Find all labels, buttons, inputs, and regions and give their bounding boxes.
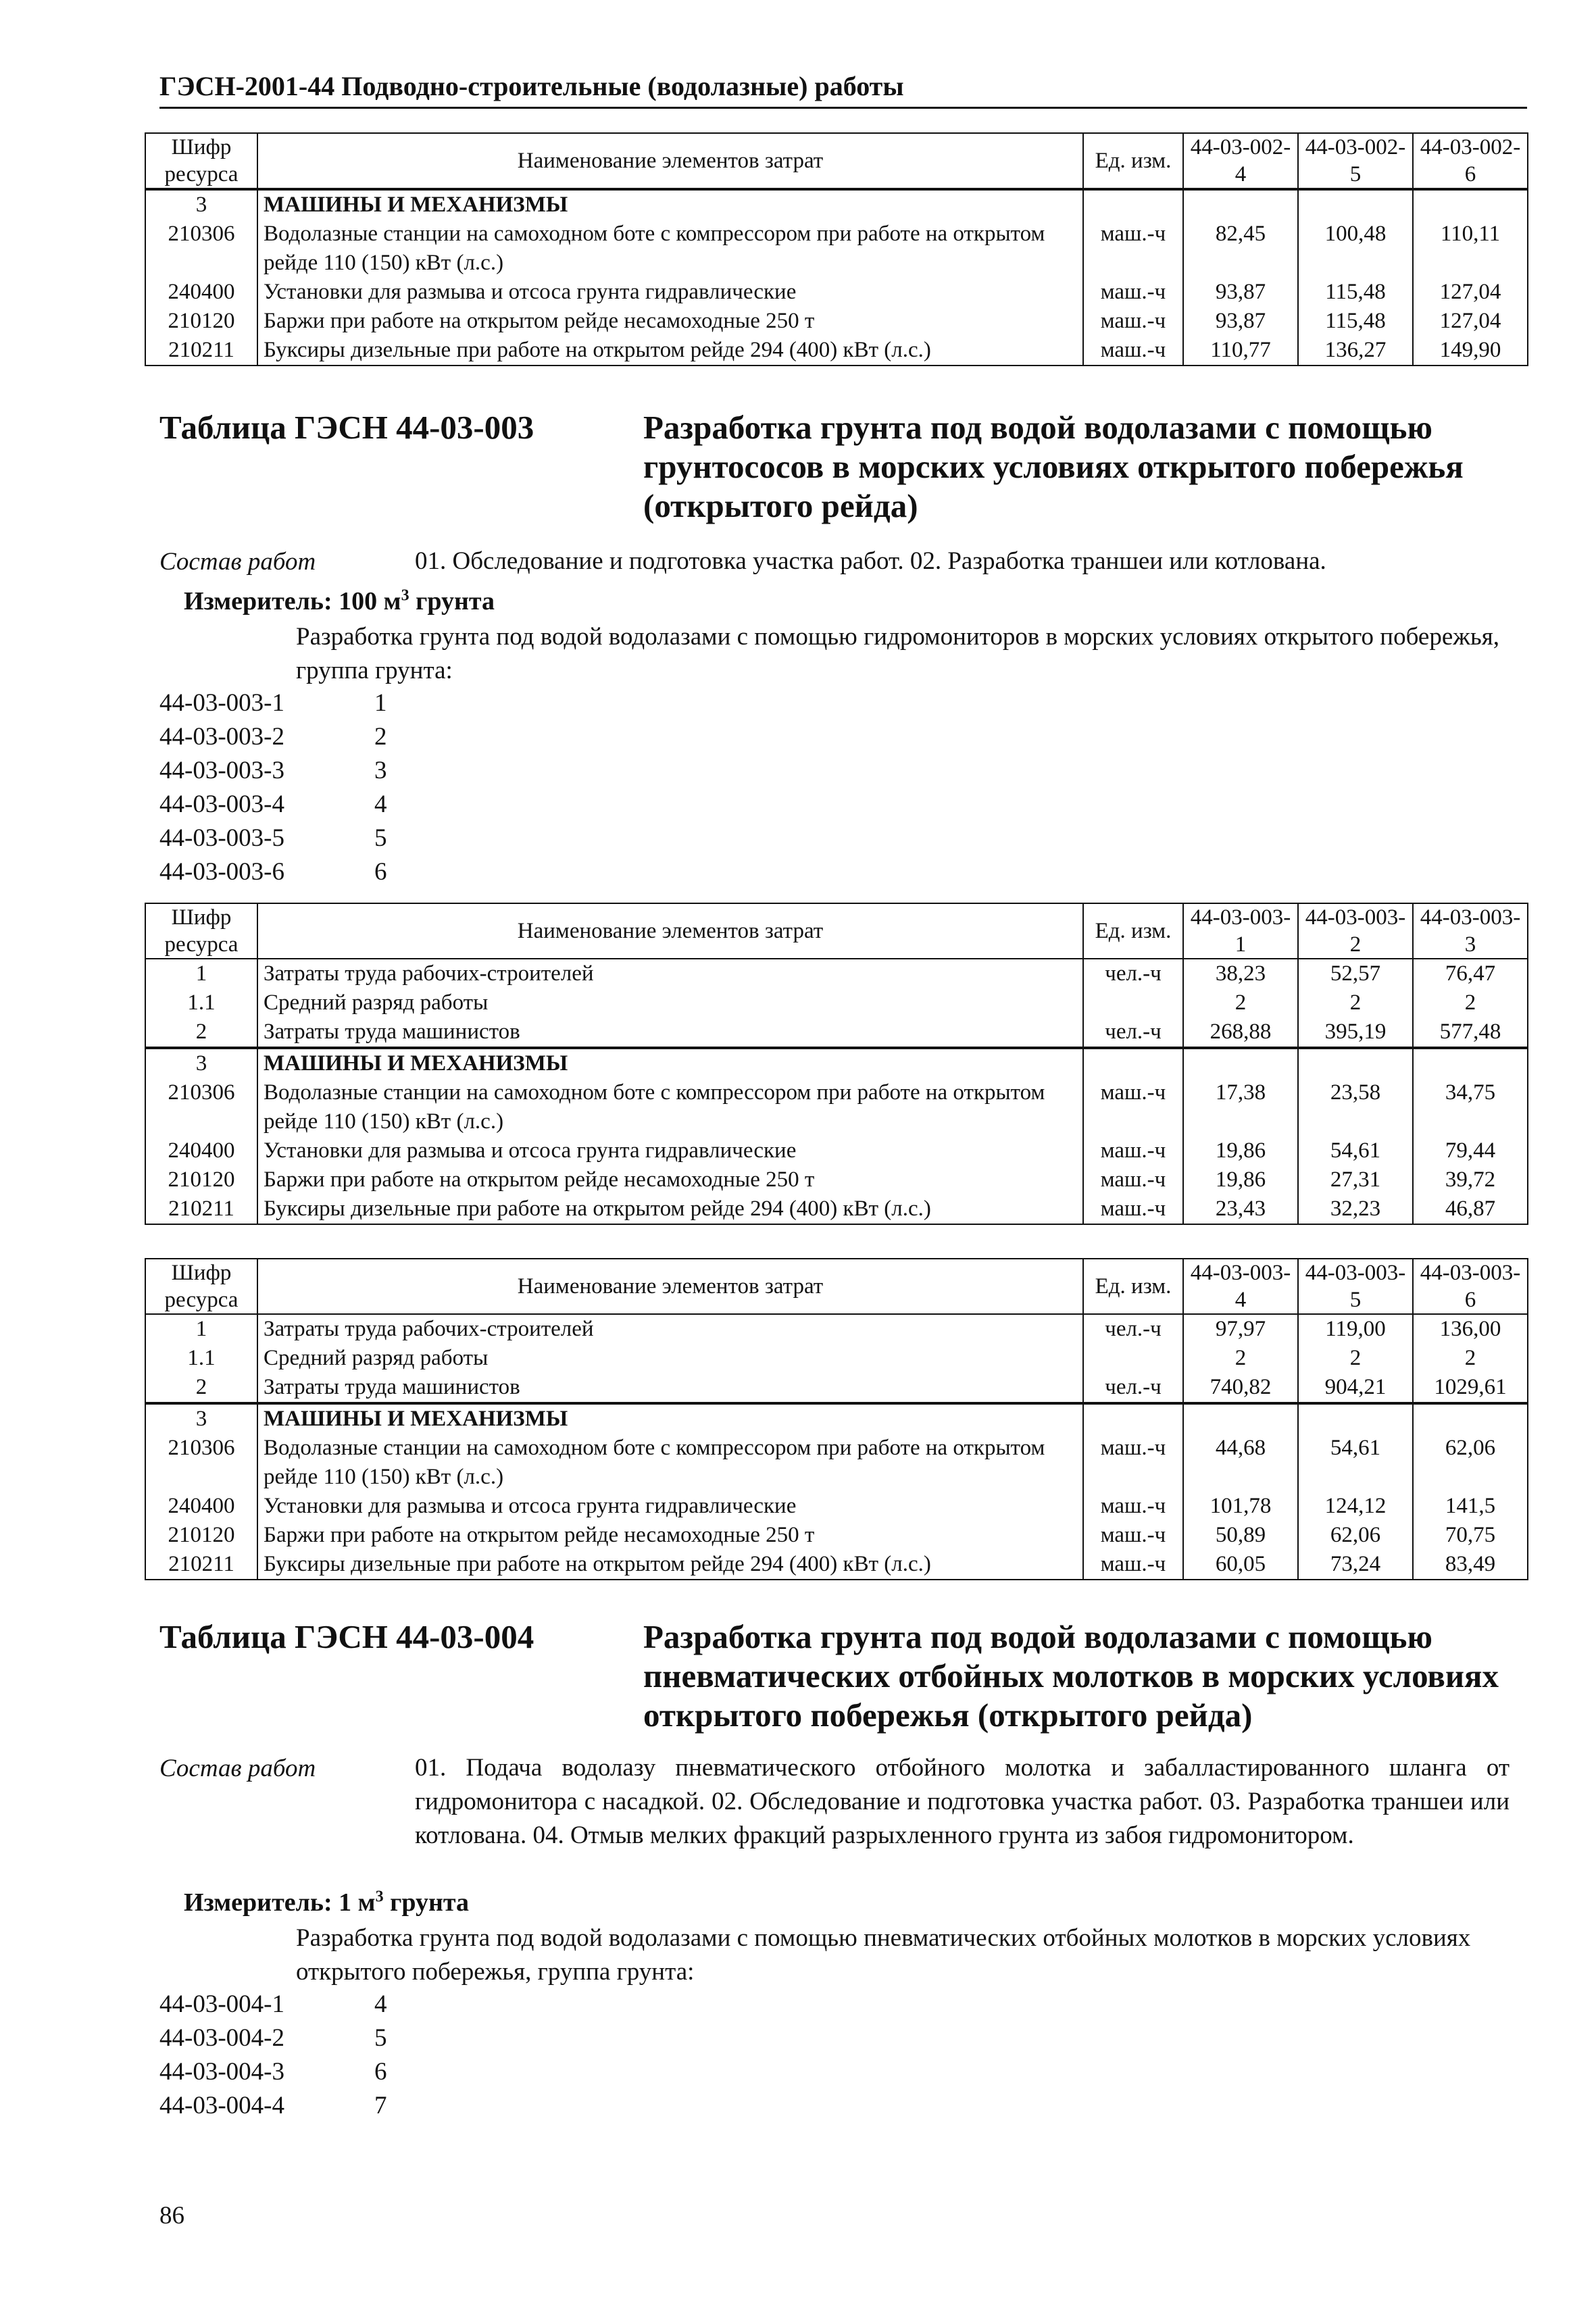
- work-composition-text: 01. Обследование и подготовка участка работ. 02. Разработка траншеи или котлована.: [415, 547, 1326, 575]
- column-header-name: Наименование элементов затрат: [257, 1259, 1083, 1314]
- resource-code-cell: 3: [145, 1403, 257, 1434]
- rate-value-cell: 136,00: [1413, 1314, 1528, 1344]
- unit-cell: чел.-ч: [1083, 959, 1183, 988]
- table-title: Таблица ГЭСН 44-03-004: [159, 1618, 534, 1655]
- rate-value-cell: 44,68: [1183, 1434, 1298, 1492]
- table-row: [145, 1136, 1528, 1165]
- rate-value-cell: 2: [1183, 1344, 1298, 1373]
- unit-cell: [1083, 1344, 1183, 1373]
- rate-value-cell: 73,24: [1298, 1550, 1413, 1580]
- soil-group: 7: [374, 2092, 387, 2119]
- rate-value-cell: 115,48: [1298, 278, 1413, 307]
- rate-item: [159, 720, 387, 754]
- rate-value-cell: 60,05: [1183, 1550, 1298, 1580]
- rate-value-cell: 904,21: [1298, 1373, 1413, 1403]
- rate-code: 44-03-003-4: [159, 790, 284, 818]
- unit-cell: маш.-ч: [1083, 1492, 1183, 1521]
- resource-code-cell: 210211: [145, 1550, 257, 1580]
- work-composition-text: 01. Подача водолазу пневматического отбойного молотка и забалластированного шланга от гидромонитора с насадкой. 02. Обследование и подготовка участка работ. 03. Разработка траншеи или котлована. 04. Отмыв мелких фракций разрыхленного грунта из забоя гидромонитором.: [415, 1754, 1510, 1849]
- rate-value-cell: 27,31: [1298, 1165, 1413, 1194]
- resource-table-002: [145, 132, 1528, 366]
- unit-cell: маш.-ч: [1083, 278, 1183, 307]
- rate-value-cell: 395,19: [1298, 1017, 1413, 1048]
- resource-name-cell: МАШИНЫ И МЕХАНИЗМЫ: [257, 1048, 1083, 1078]
- resource-name-cell: Затраты труда рабочих-строителей: [257, 1314, 1083, 1344]
- rate-value-cell: [1413, 1403, 1528, 1434]
- rate-code: 44-03-004-1: [159, 1990, 284, 2018]
- column-header-rate: 44-03-002-6: [1413, 133, 1528, 189]
- rate-value-cell: 136,27: [1298, 336, 1413, 366]
- rate-value-cell: [1183, 1403, 1298, 1434]
- rate-value-cell: [1413, 189, 1528, 220]
- rate-list-003: [159, 686, 387, 889]
- measure-unit-suffix: грунта: [383, 1888, 469, 1917]
- rate-value-cell: 83,49: [1413, 1550, 1528, 1580]
- resource-name-cell: Буксиры дизельные при работе на открытом рейде 294 (400) кВт (л.с.): [257, 1194, 1083, 1224]
- rate-value-cell: 54,61: [1298, 1136, 1413, 1165]
- rate-value-cell: 101,78: [1183, 1492, 1298, 1521]
- table-row: [145, 278, 1528, 307]
- unit-cell: маш.-ч: [1083, 307, 1183, 336]
- resource-name-cell: Затраты труда машинистов: [257, 1017, 1083, 1048]
- soil-group: 5: [374, 824, 387, 852]
- rate-value-cell: [1413, 1048, 1528, 1078]
- rate-item: [159, 2055, 387, 2089]
- rate-item: [159, 855, 387, 889]
- column-header-unit: Ед. изм.: [1083, 133, 1183, 189]
- rate-value-cell: 34,75: [1413, 1078, 1528, 1136]
- rate-code: 44-03-003-2: [159, 723, 284, 751]
- resource-name-cell: Затраты труда рабочих-строителей: [257, 959, 1083, 988]
- rate-value-cell: 79,44: [1413, 1136, 1528, 1165]
- column-header-code: Шифр ресурса: [145, 1259, 257, 1314]
- column-header-name: Наименование элементов затрат: [257, 903, 1083, 959]
- unit-cell: [1083, 189, 1183, 220]
- rate-value-cell: 62,06: [1298, 1521, 1413, 1550]
- column-header-unit: Ед. изм.: [1083, 1259, 1183, 1314]
- column-header-code: Шифр ресурса: [145, 133, 257, 189]
- soil-group: 1: [374, 689, 387, 717]
- unit-cell: чел.-ч: [1083, 1373, 1183, 1403]
- soil-group: 5: [374, 2024, 387, 2052]
- page-number: 86: [159, 2202, 184, 2230]
- rate-value-cell: 19,86: [1183, 1165, 1298, 1194]
- rate-value-cell: 62,06: [1413, 1434, 1528, 1492]
- resource-name-cell: Баржи при работе на открытом рейде несамоходные 250 т: [257, 1521, 1083, 1550]
- resource-code-cell: 1.1: [145, 988, 257, 1017]
- resource-code-cell: 1.1: [145, 1344, 257, 1373]
- rate-value-cell: 2: [1183, 988, 1298, 1017]
- resource-code-cell: 1: [145, 1314, 257, 1344]
- measure-unit-prefix: Измеритель: 1 м: [184, 1888, 376, 1917]
- rate-item: [159, 2089, 387, 2123]
- resource-name-cell: МАШИНЫ И МЕХАНИЗМЫ: [257, 1403, 1083, 1434]
- resource-code-cell: 2: [145, 1017, 257, 1048]
- column-header-rate: 44-03-003-4: [1183, 1259, 1298, 1314]
- resource-code-cell: 210211: [145, 336, 257, 366]
- measure-unit: [184, 1885, 469, 1920]
- measure-unit-exponent: 3: [401, 586, 409, 605]
- rate-value-cell: 19,86: [1183, 1136, 1298, 1165]
- rate-item: [159, 788, 387, 822]
- resource-name-cell: Водолазные станции на самоходном боте с компрессором при работе на открытом рейде 110 (150) кВт (л.с.): [257, 1434, 1083, 1492]
- rate-value-cell: 124,12: [1298, 1492, 1413, 1521]
- soil-group: 6: [374, 2058, 387, 2086]
- table-row: [145, 1434, 1528, 1492]
- unit-cell: чел.-ч: [1083, 1017, 1183, 1048]
- rates-intro: Разработка грунта под водой водолазами с помощью пневматических отбойных молотков в морских условиях открытого побережья, группа грунта:: [296, 1924, 1471, 1986]
- table-row: [145, 1550, 1528, 1580]
- rate-value-cell: [1298, 1403, 1413, 1434]
- rate-code: 44-03-004-3: [159, 2058, 284, 2086]
- column-header-code: Шифр ресурса: [145, 903, 257, 959]
- unit-cell: чел.-ч: [1083, 1314, 1183, 1344]
- rate-value-cell: 52,57: [1298, 959, 1413, 988]
- rate-value-cell: 82,45: [1183, 220, 1298, 278]
- resource-name-cell: Средний разряд работы: [257, 988, 1083, 1017]
- rate-value-cell: 2: [1413, 988, 1528, 1017]
- resource-code-cell: 210306: [145, 1078, 257, 1136]
- rate-code: 44-03-003-1: [159, 689, 284, 717]
- resource-name-cell: Баржи при работе на открытом рейде несамоходные 250 т: [257, 1165, 1083, 1194]
- resource-code-cell: 210306: [145, 220, 257, 278]
- rate-value-cell: [1298, 189, 1413, 220]
- resource-name-cell: Установки для размыва и отсоса грунта гидравлические: [257, 278, 1083, 307]
- rate-value-cell: 38,23: [1183, 959, 1298, 988]
- column-header-rate: 44-03-003-6: [1413, 1259, 1528, 1314]
- table-row: [145, 336, 1528, 366]
- table-row: [145, 1314, 1528, 1344]
- rate-item: [159, 822, 387, 855]
- column-header-name: Наименование элементов затрат: [257, 133, 1083, 189]
- rate-value-cell: 141,5: [1413, 1492, 1528, 1521]
- rate-value-cell: 23,43: [1183, 1194, 1298, 1224]
- rate-item: [159, 686, 387, 720]
- rate-item: [159, 1988, 387, 2021]
- rate-value-cell: 54,61: [1298, 1434, 1413, 1492]
- rate-value-cell: 740,82: [1183, 1373, 1298, 1403]
- rate-value-cell: 2: [1413, 1344, 1528, 1373]
- table-row: [145, 988, 1528, 1017]
- resource-code-cell: 240400: [145, 1136, 257, 1165]
- rate-value-cell: 39,72: [1413, 1165, 1528, 1194]
- table-row: [145, 1194, 1528, 1224]
- rate-value-cell: 97,97: [1183, 1314, 1298, 1344]
- unit-cell: маш.-ч: [1083, 220, 1183, 278]
- resource-code-cell: 240400: [145, 278, 257, 307]
- measure-unit-suffix: грунта: [409, 587, 495, 615]
- measure-unit-prefix: Измеритель: 100 м: [184, 587, 401, 615]
- column-header-rate: 44-03-003-2: [1298, 903, 1413, 959]
- unit-cell: маш.-ч: [1083, 1521, 1183, 1550]
- table-row: [145, 1078, 1528, 1136]
- rate-code: 44-03-003-5: [159, 824, 284, 852]
- rate-value-cell: 50,89: [1183, 1521, 1298, 1550]
- rate-code: 44-03-003-6: [159, 858, 284, 886]
- soil-group: 3: [374, 757, 387, 784]
- table-row: [145, 1492, 1528, 1521]
- rate-item: [159, 754, 387, 788]
- rate-value-cell: [1183, 189, 1298, 220]
- resource-name-cell: Затраты труда машинистов: [257, 1373, 1083, 1403]
- resource-name-cell: Водолазные станции на самоходном боте с компрессором при работе на открытом рейде 110 (150) кВт (л.с.): [257, 220, 1083, 278]
- rate-value-cell: 268,88: [1183, 1017, 1298, 1048]
- rate-value-cell: 149,90: [1413, 336, 1528, 366]
- rate-value-cell: 23,58: [1298, 1078, 1413, 1136]
- soil-group: 2: [374, 723, 387, 751]
- column-header-rate: 44-03-002-5: [1298, 133, 1413, 189]
- resource-code-cell: 210120: [145, 1521, 257, 1550]
- table-row: [145, 1344, 1528, 1373]
- table-row: [145, 307, 1528, 336]
- table-row: [145, 1048, 1528, 1078]
- rate-value-cell: 70,75: [1413, 1521, 1528, 1550]
- column-header-rate: 44-03-003-5: [1298, 1259, 1413, 1314]
- page-header: ГЭСН-2001-44 Подводно-строительные (водолазные) работы: [159, 68, 1527, 109]
- resource-name-cell: Баржи при работе на открытом рейде несамоходные 250 т: [257, 307, 1083, 336]
- unit-cell: маш.-ч: [1083, 1136, 1183, 1165]
- rate-code: 44-03-004-2: [159, 2024, 284, 2052]
- unit-cell: [1083, 988, 1183, 1017]
- rate-code: 44-03-004-4: [159, 2092, 284, 2119]
- table-row: [145, 1165, 1528, 1194]
- rate-value-cell: 577,48: [1413, 1017, 1528, 1048]
- rate-value-cell: 46,87: [1413, 1194, 1528, 1224]
- soil-group: 6: [374, 858, 387, 886]
- resource-table-003-a: [145, 903, 1528, 1225]
- resource-code-cell: 3: [145, 1048, 257, 1078]
- rate-code: 44-03-003-3: [159, 757, 284, 784]
- rate-value-cell: 127,04: [1413, 278, 1528, 307]
- resource-name-cell: Водолазные станции на самоходном боте с компрессором при работе на открытом рейде 110 (150) кВт (л.с.): [257, 1078, 1083, 1136]
- rate-value-cell: 2: [1298, 988, 1413, 1017]
- rate-value-cell: 110,11: [1413, 220, 1528, 278]
- table-row: [145, 189, 1528, 220]
- rate-value-cell: 127,04: [1413, 307, 1528, 336]
- rate-value-cell: 76,47: [1413, 959, 1528, 988]
- column-header-rate: 44-03-003-1: [1183, 903, 1298, 959]
- rate-value-cell: [1183, 1048, 1298, 1078]
- rate-list-004: [159, 1988, 387, 2123]
- measure-unit: [184, 584, 495, 619]
- table-row: [145, 1521, 1528, 1550]
- work-composition-label: Состав работ: [159, 1755, 316, 1782]
- resource-name-cell: Установки для размыва и отсоса грунта гидравлические: [257, 1136, 1083, 1165]
- table-row: [145, 959, 1528, 988]
- rate-value-cell: 93,87: [1183, 307, 1298, 336]
- resource-name-cell: МАШИНЫ И МЕХАНИЗМЫ: [257, 189, 1083, 220]
- unit-cell: маш.-ч: [1083, 1165, 1183, 1194]
- column-header-rate: 44-03-003-3: [1413, 903, 1528, 959]
- table-description: Разработка грунта под водой водолазами с помощью пневматических отбойных молотков в морских условиях открытого побережья (открытого рейда): [643, 1618, 1499, 1734]
- resource-table-003-b: [145, 1258, 1528, 1580]
- resource-code-cell: 210306: [145, 1434, 257, 1492]
- rate-value-cell: 110,77: [1183, 336, 1298, 366]
- column-header-unit: Ед. изм.: [1083, 903, 1183, 959]
- unit-cell: маш.-ч: [1083, 1550, 1183, 1580]
- column-header-rate: 44-03-002-4: [1183, 133, 1298, 189]
- table-row: [145, 1017, 1528, 1048]
- resource-name-cell: Средний разряд работы: [257, 1344, 1083, 1373]
- rate-value-cell: [1298, 1048, 1413, 1078]
- unit-cell: [1083, 1403, 1183, 1434]
- rate-value-cell: 1029,61: [1413, 1373, 1528, 1403]
- resource-code-cell: 240400: [145, 1492, 257, 1521]
- rate-value-cell: 93,87: [1183, 278, 1298, 307]
- resource-code-cell: 2: [145, 1373, 257, 1403]
- work-composition-label: Состав работ: [159, 548, 316, 576]
- unit-cell: маш.-ч: [1083, 1078, 1183, 1136]
- resource-name-cell: Буксиры дизельные при работе на открытом рейде 294 (400) кВт (л.с.): [257, 336, 1083, 366]
- soil-group: 4: [374, 1990, 387, 2018]
- measure-unit-exponent: 3: [375, 1888, 384, 1906]
- soil-group: 4: [374, 790, 387, 818]
- resource-code-cell: 1: [145, 959, 257, 988]
- table-title: Таблица ГЭСН 44-03-003: [159, 409, 534, 446]
- rate-value-cell: 100,48: [1298, 220, 1413, 278]
- rate-value-cell: 115,48: [1298, 307, 1413, 336]
- table-row: [145, 1373, 1528, 1403]
- resource-name-cell: Установки для размыва и отсоса грунта гидравлические: [257, 1492, 1083, 1521]
- resource-code-cell: 210120: [145, 307, 257, 336]
- rates-intro: Разработка грунта под водой водолазами с помощью гидромониторов в морских условиях открытого побережья, группа грунта:: [296, 623, 1499, 684]
- unit-cell: маш.-ч: [1083, 336, 1183, 366]
- rate-item: [159, 2021, 387, 2055]
- resource-code-cell: 210120: [145, 1165, 257, 1194]
- resource-code-cell: 210211: [145, 1194, 257, 1224]
- resource-code-cell: 3: [145, 189, 257, 220]
- unit-cell: маш.-ч: [1083, 1434, 1183, 1492]
- rate-value-cell: 2: [1298, 1344, 1413, 1373]
- rate-value-cell: 32,23: [1298, 1194, 1413, 1224]
- resource-name-cell: Буксиры дизельные при работе на открытом рейде 294 (400) кВт (л.с.): [257, 1550, 1083, 1580]
- unit-cell: маш.-ч: [1083, 1194, 1183, 1224]
- rate-value-cell: 119,00: [1298, 1314, 1413, 1344]
- table-row: [145, 1403, 1528, 1434]
- unit-cell: [1083, 1048, 1183, 1078]
- rate-value-cell: 17,38: [1183, 1078, 1298, 1136]
- table-description: Разработка грунта под водой водолазами с помощью грунтососов в морских условиях открытого побережья (открытого рейда): [643, 409, 1464, 524]
- table-row: [145, 220, 1528, 278]
